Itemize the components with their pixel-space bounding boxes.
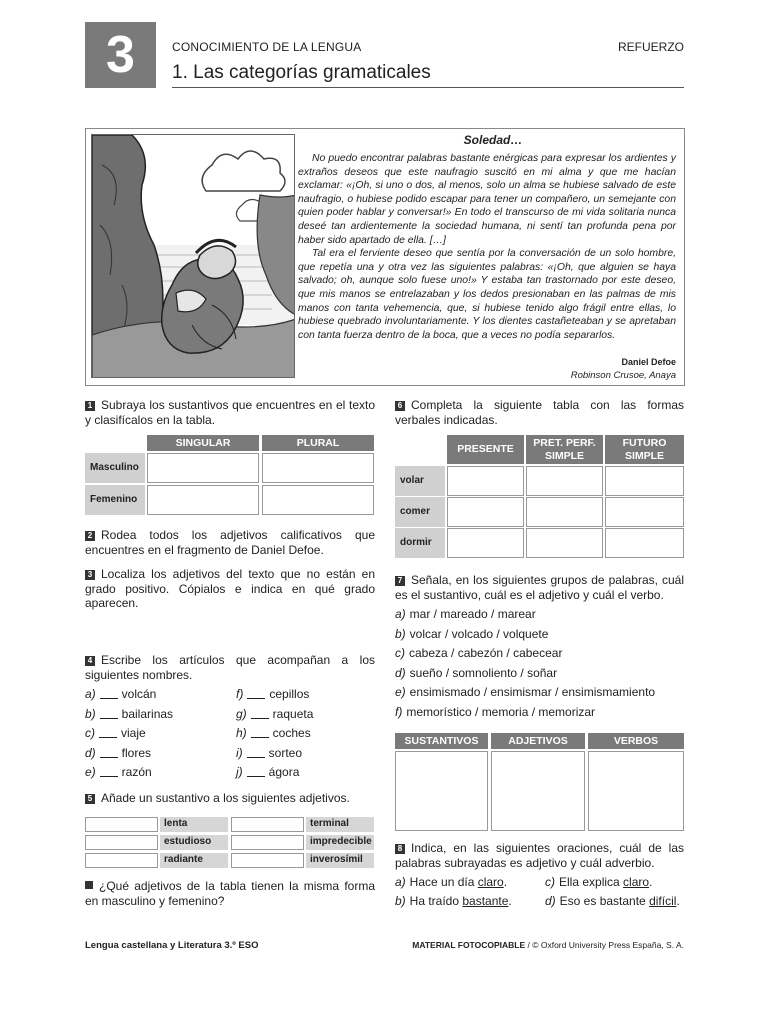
exercise-2-statement (85, 528, 375, 557)
exercise-8-statement (395, 841, 684, 870)
exercise-3-number: 3 (85, 570, 95, 580)
exercise-4-list-left (85, 687, 225, 785)
exercise-3-text: Localiza los adjetivos del texto que no están en grado positivo. Cópialos e indica en qué grado aparecen. (85, 567, 375, 610)
answer-blank[interactable] (100, 748, 118, 758)
list-item: e) razón (85, 765, 152, 780)
exercise-7-number: 7 (395, 576, 405, 586)
reading-paragraph-1: No puedo encontrar palabras bastante enérgicas para expresar los ardientes y extraños deseos que este naufragio suscitó en mi alma y que me hacían exclamar: «¡Oh, si uno o dos, al menos, solo un alma se hubiese salvado de este naufragio, o hubiese podido escapar para tener un compañero, un semejante con quien poder hablar y conversar!» En todo el transcurso de mi vida solitaria nunca deseé tan ardientemente la sociedad humana, ni sentí tan profunda pena por haber sido apartado de ella. […] (298, 153, 676, 246)
list-item: j) ágora (236, 765, 300, 780)
table6-header-futuro: FUTURO SIMPLE (605, 435, 684, 464)
adjective-label: inverosímil (306, 853, 374, 868)
exercise-4-number: 4 (85, 656, 95, 666)
list-item: c) viaje (85, 726, 146, 741)
answer-blank[interactable] (100, 689, 118, 699)
noun-input[interactable] (231, 853, 304, 868)
exercise-7-statement (395, 573, 684, 602)
list-item: b) volcar / volcado / volquete (395, 626, 549, 641)
exercise-5-question: ¿Qué adjetivos de la tabla tienen la misma forma en masculino y femenino? (85, 879, 375, 908)
list-item: a) mar / mareado / marear (395, 607, 536, 621)
table6-row-comer: comer (395, 497, 445, 527)
answer-blank[interactable] (100, 709, 118, 719)
answer-blank[interactable] (100, 767, 118, 777)
page-title: 1. Las categorías gramaticales (172, 62, 431, 83)
adjective-label: terminal (306, 817, 374, 832)
exercise-1-number: 1 (85, 401, 95, 411)
answer-blank[interactable] (247, 767, 265, 777)
exercise-8-item-c: c) Ella explica claro. (545, 875, 653, 889)
exercise-2-text: Rodea todos los adjetivos calificativos que encuentres en el fragmento de Daniel Defoe. (85, 528, 375, 557)
noun-input[interactable] (85, 853, 158, 868)
noun-input[interactable] (85, 835, 158, 850)
list-item: a) volcán (85, 687, 157, 701)
adjective-label: estudioso (160, 835, 228, 850)
answer-blank[interactable] (247, 689, 265, 699)
table1-cell[interactable] (147, 453, 259, 483)
table1-cell[interactable] (262, 485, 374, 515)
table6-cell[interactable] (526, 466, 603, 496)
table6-cell[interactable] (605, 497, 684, 527)
list-item: d) sueño / somnoliento / soñar (395, 665, 558, 680)
adjective-label: impredecible (306, 835, 374, 850)
exercise-6-number: 6 (395, 401, 405, 411)
exercise-3-statement (85, 567, 375, 611)
exercise-7-list (395, 607, 684, 725)
reading-paragraph-2: Tal era el ferviente deseo que sentía por la conversación de un solo hombre, que repetía una y otra vez las siguientes palabras: «¡Oh, que alguien se haya salvado; oh, aunque solo fuese uno!» Y estaba tan trastornado por este deseo, que mis manos se entrelazaban y los dedos presionaban en las palmas de mis manos con tanta vehemencia, que, si hubiese tenido algo frágil entre ellas, lo hubiese quebrado involuntariamente. Y los dientes castañeteaban y se apretaban con tanta fuerza dentro de la boca, que a veces no podía separarlos. (298, 248, 676, 341)
exercise-1-statement (85, 398, 375, 427)
exercise-1-text: Subraya los sustantivos que encuentres en el texto y clasifícalos en la tabla. (85, 398, 375, 427)
noun-input[interactable] (231, 817, 304, 832)
exercise-2-number: 2 (85, 531, 95, 541)
table6-cell[interactable] (605, 528, 684, 558)
answer-blank[interactable] (99, 728, 117, 738)
noun-input[interactable] (231, 835, 304, 850)
exercise-6-statement (395, 398, 684, 427)
exercise-5-statement (85, 791, 375, 806)
list-item: h) coches (236, 726, 311, 741)
section-label: CONOCIMIENTO DE LA LENGUA (172, 40, 362, 54)
table1-header-singular: SINGULAR (147, 435, 259, 451)
list-item: i) sorteo (236, 745, 303, 760)
footer-book-title: Lengua castellana y Literatura 3.º ESO (85, 940, 259, 951)
table6-cell[interactable] (605, 466, 684, 496)
exercise-8-item-a: a) Hace un día claro. (395, 875, 508, 889)
list-item: b) bailarinas (85, 706, 174, 721)
unit-number-badge: 3 (85, 22, 156, 88)
table6-cell[interactable] (526, 497, 603, 527)
list-item: e) ensimismado / ensimismar / ensimismamiento (395, 685, 656, 700)
table1-cell[interactable] (262, 453, 374, 483)
table6-cell[interactable] (447, 528, 524, 558)
exercise-8-item-b: b) Ha traído bastante. (395, 894, 512, 908)
exercise-8-item-d: d) Eso es bastante difícil. (545, 894, 680, 908)
list-item: f) memorístico / memoria / memorizar (395, 704, 596, 719)
adjective-label: lenta (160, 817, 228, 832)
table6-row-volar: volar (395, 466, 445, 496)
table7-header-verbos: VERBOS (588, 733, 684, 749)
header-divider (172, 87, 684, 88)
table1-cell[interactable] (147, 485, 259, 515)
adjective-label: radiante (160, 853, 228, 868)
list-item: f) cepillos (236, 687, 310, 701)
illustration-castaway (91, 134, 295, 378)
noun-input[interactable] (85, 817, 158, 832)
bullet-square-icon (85, 881, 93, 889)
exercise-7-text: Señala, en los siguientes grupos de palabras, cuál es el sustantivo, cuál es el adjetivo y cuál el verbo. (395, 573, 684, 602)
exercise-4-list-right (236, 687, 376, 785)
exercise-6-text: Completa la siguiente tabla con las formas verbales indicadas. (395, 398, 684, 427)
answer-blank[interactable] (251, 728, 269, 738)
exercise-4-text: Escribe los artículos que acompañan a los siguientes nombres. (85, 653, 375, 682)
table6-cell[interactable] (526, 528, 603, 558)
table7-cell-adjetivos[interactable] (491, 751, 585, 831)
table7-header-sustantivos: SUSTANTIVOS (395, 733, 488, 749)
table6-cell[interactable] (447, 466, 524, 496)
level-label: REFUERZO (618, 40, 684, 54)
reading-title: Soledad… (463, 133, 523, 147)
table1-header-plural: PLURAL (262, 435, 374, 451)
exercise-8-text: Indica, en las siguientes oraciones, cuál de las palabras subrayadas es adjetivo y cuál adverbio. (395, 841, 684, 870)
table6-header-preterito: PRET. PERF. SIMPLE (526, 435, 603, 464)
answer-blank[interactable] (251, 709, 269, 719)
reading-source: Robinson Crusoe, Anaya (570, 370, 676, 381)
exercise-5-number: 5 (85, 794, 95, 804)
reading-text (298, 152, 676, 342)
table7-header-adjetivos: ADJETIVOS (491, 733, 585, 749)
table6-row-dormir: dormir (395, 528, 445, 558)
footer-copyright: MATERIAL FOTOCOPIABLE / © Oxford University Press España, S. A. (412, 940, 684, 950)
list-item: d) flores (85, 745, 152, 760)
exercise-4-statement (85, 653, 375, 682)
list-item: g) raqueta (236, 706, 314, 721)
exercise-5-text: Añade un sustantivo a los siguientes adjetivos. (101, 791, 350, 805)
table6-header-presente: PRESENTE (447, 435, 524, 464)
table6-cell[interactable] (447, 497, 524, 527)
table7-cell-verbos[interactable] (588, 751, 684, 831)
table1-row-femenino: Femenino (85, 485, 145, 515)
exercise-8-number: 8 (395, 844, 405, 854)
reading-author: Daniel Defoe (621, 357, 676, 367)
answer-blank[interactable] (247, 748, 265, 758)
table1-row-masculino: Masculino (85, 453, 145, 483)
table7-cell-sustantivos[interactable] (395, 751, 488, 831)
list-item: c) cabeza / cabezón / cabecear (395, 646, 563, 661)
